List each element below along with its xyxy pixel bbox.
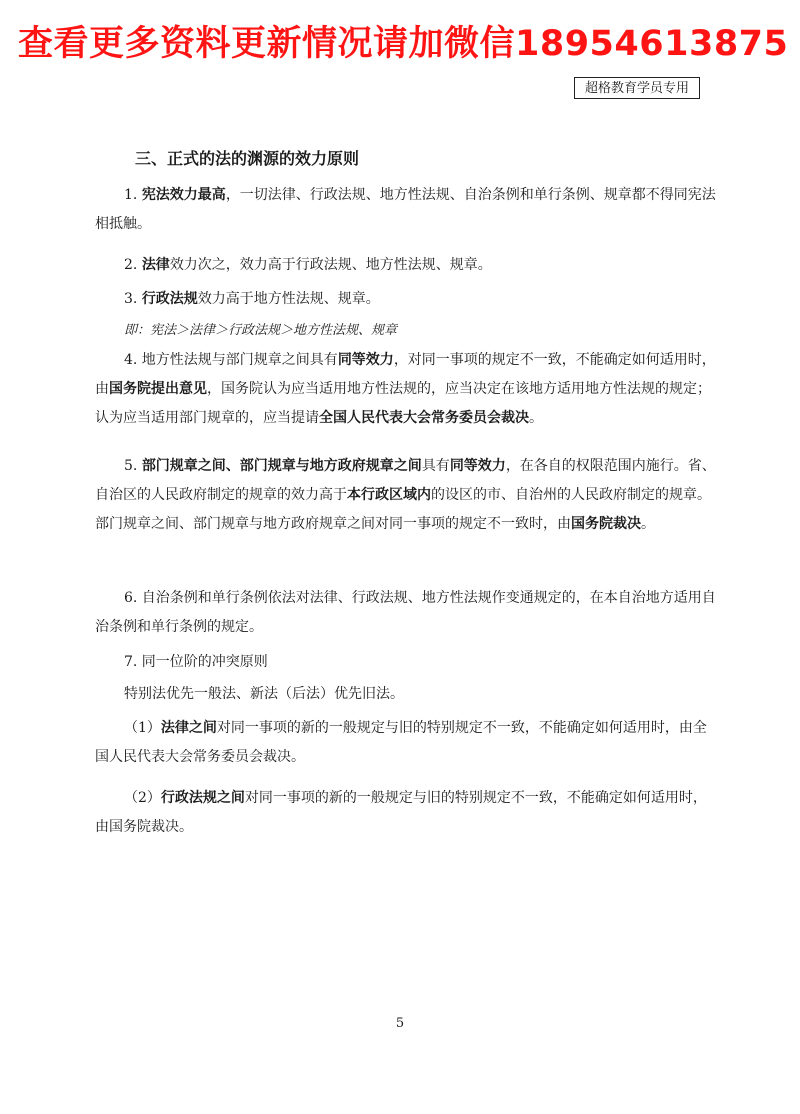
p10-number: （2） bbox=[124, 790, 161, 806]
p9-number: （1） bbox=[124, 720, 161, 736]
p5-text-e: ，在各自的权限范围内施行。省、自治区的人民政府制定的规章的效力高于 bbox=[95, 458, 716, 503]
p5-text-i: 。 bbox=[641, 516, 655, 532]
p5-text-g: 的设区的市、自治州的人民政府制定的规章。部门规章之间、部门规章与地方政府规章之间对同一事项的规定不一致时，由 bbox=[95, 487, 711, 532]
watermark-banner: 查看更多资料更新情况请加微信18954613875 bbox=[18, 24, 789, 64]
hierarchy-summary: 即：宪法＞法律＞行政法规＞地方性法规、规章 bbox=[124, 323, 398, 338]
p5-bold-b: 部门规章之间、部门规章与地方政府规章之间 bbox=[141, 458, 422, 474]
p1-number: 1. bbox=[124, 187, 138, 203]
paragraph-8: 特别法优先一般法、新法（后法）优先旧法。 bbox=[124, 686, 404, 702]
paragraph-2 bbox=[95, 251, 717, 280]
paragraph-9 bbox=[95, 714, 717, 772]
p1-bold: 宪法效力最高 bbox=[141, 187, 226, 203]
paragraph-1 bbox=[95, 181, 717, 239]
p5-text-c: 具有 bbox=[421, 458, 450, 474]
p9-bold: 法律之间 bbox=[160, 720, 217, 736]
p10-text: 对同一事项的新的一般规定与旧的特别规定不一致，不能确定如何适用时，由国务院裁决。 bbox=[95, 790, 707, 835]
p4-text-e: ，国务院认为应当适用地方性法规的，应当决定在该地方适用地方性法规的规定；认为应当适用部门规章的，应当提请 bbox=[95, 381, 711, 426]
paragraph-10 bbox=[95, 784, 717, 842]
p2-bold: 法律 bbox=[141, 257, 170, 273]
p1-text: ，一切法律、行政法规、地方性法规、自治条例和单行条例、规章都不得同宪法相抵触。 bbox=[95, 187, 716, 232]
p4-bold-b: 同等效力 bbox=[337, 352, 394, 368]
paragraph-5 bbox=[95, 452, 717, 539]
p4-bold-d: 国务院提出意见 bbox=[109, 381, 207, 397]
p4-bold-f: 全国人民代表大会常务委员会裁决 bbox=[319, 410, 529, 426]
paragraph-4 bbox=[95, 346, 717, 433]
p5-bold-h: 国务院裁决 bbox=[571, 516, 641, 532]
section-heading: 三、正式的法的渊源的效力原则 bbox=[135, 149, 360, 168]
p3-number: 3. bbox=[124, 291, 138, 307]
p4-text-g: 。 bbox=[529, 410, 543, 426]
p9-text: 对同一事项的新的一般规定与旧的特别规定不一致，不能确定如何适用时，由全国人民代表大会常务委员会裁决。 bbox=[95, 720, 707, 765]
student-only-tag: 超格教育学员专用 bbox=[574, 77, 700, 99]
p4-text-c: ，对同一事项的规定不一致，不能确定如何适用时，由 bbox=[95, 352, 716, 397]
p2-text: 效力次之，效力高于行政法规、地方性法规、规章。 bbox=[169, 257, 492, 273]
p5-bold-d: 同等效力 bbox=[449, 458, 506, 474]
p4-text-a: 4. 地方性法规与部门规章之间具有 bbox=[124, 352, 338, 368]
p5-number: 5. bbox=[124, 458, 138, 474]
p3-bold: 行政法规 bbox=[141, 291, 198, 307]
p2-number: 2. bbox=[124, 257, 138, 273]
paragraph-6: 6. 自治条例和单行条例依法对法律、行政法规、地方性法规作变通规定的，在本自治地方适用自治条例和单行条例的规定。 bbox=[95, 590, 716, 635]
p5-bold-f: 本行政区域内 bbox=[347, 487, 431, 503]
paragraph-3 bbox=[95, 285, 717, 314]
paragraph-7: 7. 同一位阶的冲突原则 bbox=[124, 654, 268, 670]
p10-bold: 行政法规之间 bbox=[160, 790, 245, 806]
page-number: 5 bbox=[395, 1016, 405, 1031]
p3-text: 效力高于地方性法规、规章。 bbox=[197, 291, 380, 307]
